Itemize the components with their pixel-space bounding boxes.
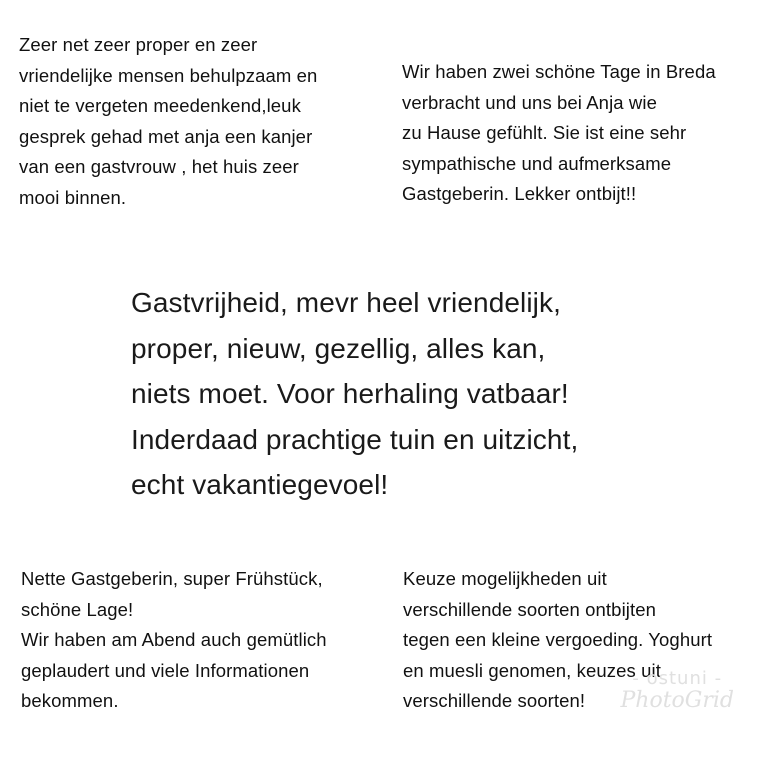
review-top-left-text: Zeer net zeer proper en zeer vriendelijke mensen behulpzaam en niet te vergeten meedenkend,leuk gesprek gehad met anja een kanjer van een gastvrouw , het huis zeer mooi binnen.	[19, 34, 318, 208]
review-bottom-left-text: Nette Gastgeberin, super Frühstück, schöne Lage! Wir haben am Abend auch gemütlich geplaudert und viele Informationen bekommen.	[21, 568, 327, 711]
photogrid-watermark	[620, 670, 734, 712]
watermark-line-2: PhotoGrid	[620, 688, 734, 713]
watermark-line-1: - ostuni -	[632, 668, 723, 689]
review-top-right-text: Wir haben zwei schöne Tage in Breda verbracht und uns bei Anja wie zu Hause gefühlt. Sie ist eine sehr sympathische und aufmerksame Gastgeberin. Lekker ontbijt!!	[402, 61, 716, 204]
review-bottom-right-text: Keuze mogelijkheden uit verschillende soorten ontbijten tegen een kleine vergoeding. Yoghurt en muesli genomen, keuzes uit verschillende soorten!	[403, 568, 713, 711]
review-center-text: Gastvrijheid, mevr heel vriendelijk, proper, nieuw, gezellig, alles kan, niets moet. Voor herhaling vatbaar! Inderdaad prachtige tuin en uitzicht, echt vakantiegevoel!	[131, 287, 579, 500]
